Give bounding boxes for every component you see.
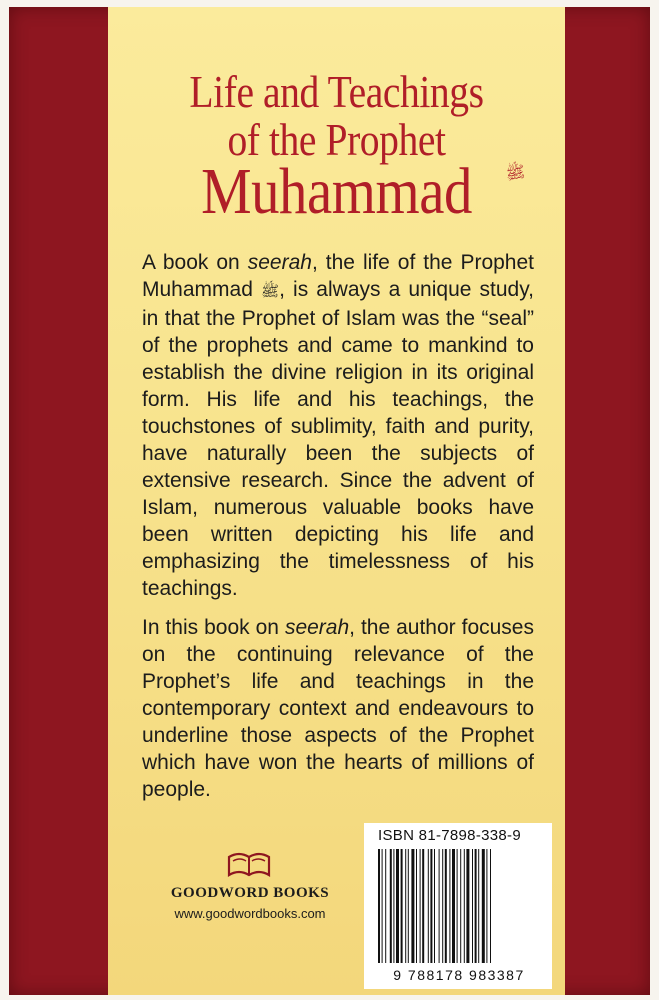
barcode-label (364, 823, 552, 989)
barcode (378, 849, 540, 963)
cover-panel (108, 7, 565, 995)
title-line-1: Life and Teachings (189, 66, 484, 117)
open-book-logo-icon (225, 849, 273, 879)
title-honorific: ﷺ (504, 161, 527, 184)
p2-text-b: , the author focuses on the continuing relevance of the Prophet’s life and teachings in the contemporary context and endeavours to underline those aspects of the Prophet which have won the hearts of millions of people. (142, 616, 534, 801)
p1-text-c: , is always a unique study, in that the Prophet of Islam was the “seal” of the prophets and came to mankind to establish the divine religion in its original form. His life and his teachings, the touchstones of sublimity, faith and purity, have naturally been the subjects of extensive research. Since the advent of Islam, numerous valuable books have been written depicting his life and emphasizing the timelessness of his teachings. (142, 278, 534, 600)
book-back-cover (9, 7, 650, 995)
p1-text-a: A book on (142, 251, 248, 274)
title-line-2: of the Prophet (227, 114, 446, 165)
p1-seerah: seerah (247, 251, 312, 274)
publisher-website[interactable]: www.goodwordbooks.com (174, 906, 326, 921)
p2-text-a: In this book on (142, 616, 285, 639)
title-line-3: Muhammad (201, 155, 472, 228)
barcode-number: 9 788178 983387 (393, 967, 525, 983)
p2-seerah: seerah (284, 616, 350, 639)
p1-text-b: , the life of the Prophet Muhammad (142, 251, 535, 301)
p1-honorific: ﷺ (260, 282, 280, 300)
description-paragraph-2 (142, 614, 534, 803)
isbn-text: ISBN 81-7898-338-9 (378, 827, 521, 844)
description-paragraph-1 (142, 249, 534, 602)
publisher-name: GOODWORD BOOKS (170, 885, 330, 901)
